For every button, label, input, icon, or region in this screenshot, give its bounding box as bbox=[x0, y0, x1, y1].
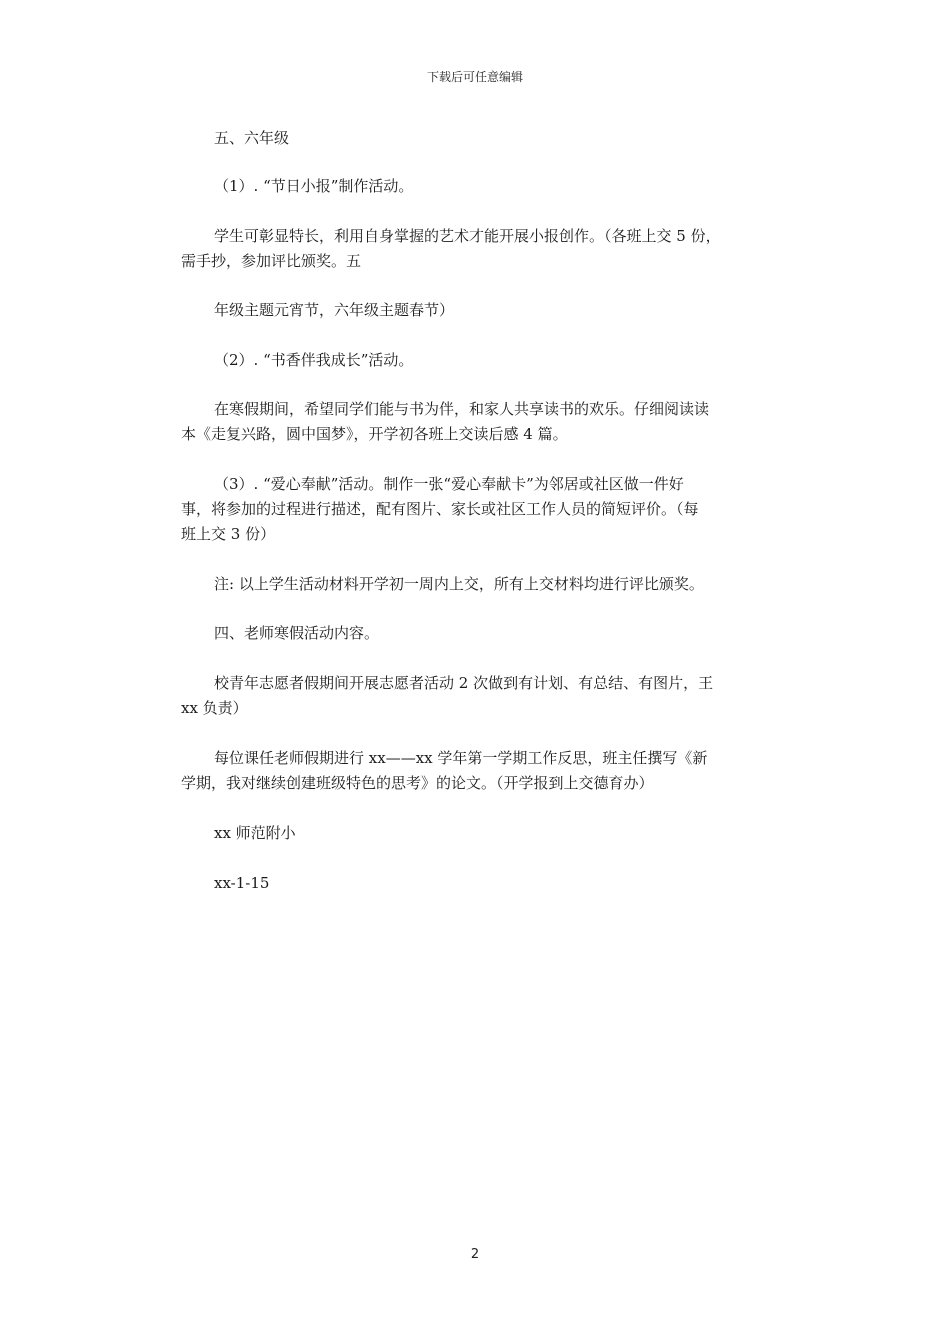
page-header: 下载后可任意编辑 bbox=[426, 70, 523, 84]
item-2-line-1: 在寒假期间，希望同学们能与书为伴，和家人共享读书的欢乐。仔细阅读读 bbox=[214, 400, 710, 418]
note-paragraph: 注: 以上学生活动材料开学初一周内上交，所有上交材料均进行评比颁奖。 bbox=[214, 575, 704, 593]
item-1-line-2: 需手抄，参加评比颁奖。五 bbox=[181, 252, 362, 270]
teacher-item-1-line-2: xx 负责） bbox=[181, 699, 248, 717]
item-3-line-2: 事，将参加的过程进行描述，配有图片、家长或社区工作人员的简短评价。（每 bbox=[181, 500, 699, 518]
teacher-item-2-line-1: 每位课任老师假期进行 xx——xx 学年第一学期工作反思，班主任撰写《新 bbox=[214, 749, 708, 767]
section-heading-teachers: 四、老师寒假活动内容。 bbox=[214, 624, 380, 642]
section-heading-grade-5-6: 五、六年级 bbox=[214, 129, 290, 147]
item-1-title: （1）. “节日小报”制作活动。 bbox=[214, 177, 414, 195]
item-2-title: （2）. “书香伴我成长”活动。 bbox=[214, 351, 414, 369]
signature-school: xx 师范附小 bbox=[214, 824, 296, 842]
teacher-item-2-line-2: 学期，我对继续创建班级特色的思考》的论文。（开学报到上交德育办） bbox=[181, 774, 654, 792]
item-1-line-1: 学生可彰显特长，利用自身掌握的艺术才能开展小报创作。（各班上交 5 份， bbox=[214, 227, 721, 245]
item-1-line-3: 年级主题元宵节，六年级主题春节） bbox=[214, 301, 455, 319]
signature-date: xx-1-15 bbox=[214, 874, 270, 892]
item-3-line-3: 班上交 3 份） bbox=[181, 525, 276, 543]
page-number: 2 bbox=[470, 1247, 480, 1262]
item-2-line-2: 本《走复兴路，圆中国梦》，开学初各班上交读后感 4 篇。 bbox=[181, 425, 568, 443]
teacher-item-1-line-1: 校青年志愿者假期间开展志愿者活动 2 次做到有计划、有总结、有图片，王 bbox=[214, 674, 714, 692]
item-3-line-1: （3）. “爱心奉献”活动。制作一张“爱心奉献卡”为邻居或社区做一件好 bbox=[214, 475, 684, 493]
